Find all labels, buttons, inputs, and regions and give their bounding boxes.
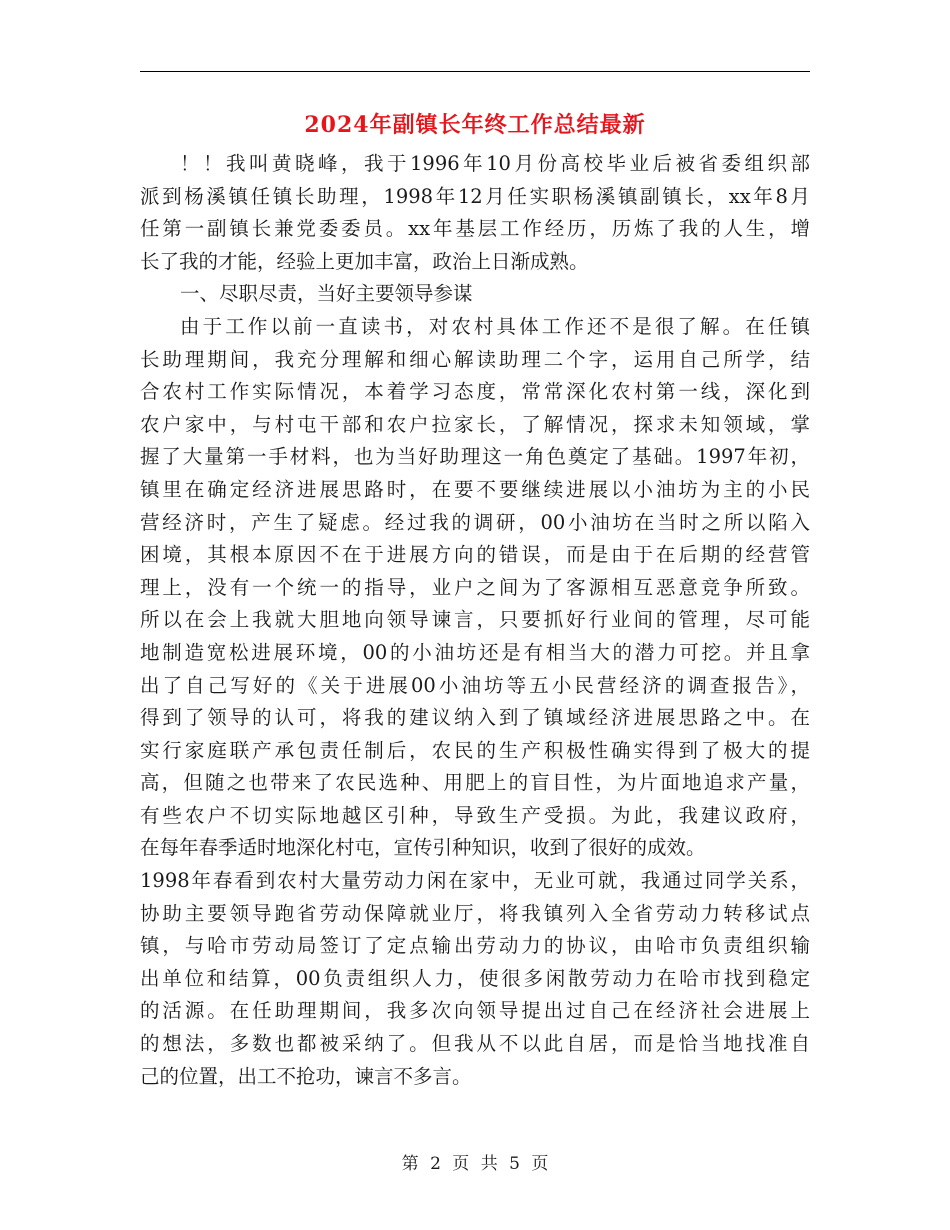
text-line: 长助理期间，我充分理解和细心解读助理二个字，运用自己所学，结 [140, 347, 810, 371]
page-number: 第 2 页 共 5 页 [401, 1154, 549, 1174]
text-line: 长了我的才能，经验上更加丰富，政治上日渐成熟。 [140, 249, 589, 273]
text-line: 在每年春季适时地深化村屯，宣传引种知识，收到了很好的成效。 [140, 836, 706, 860]
text-line: 1998年春看到农村大量劳动力闲在家中，无业可就，我通过同学关系， [140, 869, 810, 893]
text-line: 镇，与哈市劳动局签订了定点输出劳动力的协议，由哈市负责组织输 [140, 934, 810, 958]
text-line: 困境，其根本原因不在于进展方向的错误，而是由于在后期的经营管 [140, 543, 810, 567]
text-line: 有些农户不切实际地越区引种，导致生产受损。为此，我建议政府， [140, 803, 810, 827]
text-line: 任第一副镇长兼党委委员。xx年基层工作经历，历炼了我的人生，增 [140, 217, 810, 241]
text-line: 己的位置，出工不抢功，谏言不多言。 [140, 1064, 472, 1088]
text-line: 握了大量第一手材料，也为当好助理这一角色奠定了基础。1997年初， [140, 445, 810, 469]
text-line: 协助主要领导跑省劳动保障就业厅，将我镇列入全省劳动力转移试点 [140, 901, 810, 925]
text-line: 镇里在确定经济进展思路时，在要不要继续进展以小油坊为主的小民 [140, 477, 810, 501]
text-line: 的活源。在任助理期间，我多次向领导提出过自己在经济社会进展上 [140, 999, 810, 1023]
header-rule [140, 71, 810, 72]
text-line: 营经济时，产生了疑虑。经过我的调研，00小油坊在当时之所以陷入 [140, 510, 810, 534]
section-heading: 一、尽职尽责，当好主要领导参谋 [180, 282, 473, 306]
text-line: 实行家庭联产承包责任制后，农民的生产积极性确实得到了极大的提 [140, 738, 810, 762]
text-line: 地制造宽松进展环境，00的小油坊还是有相当大的潜力可挖。并且拿 [140, 640, 810, 664]
text-line: 高，但随之也带来了农民选种、用肥上的盲目性，为片面地追求产量， [140, 771, 810, 795]
text-line: 理上，没有一个统一的指导，业户之间为了客源相互恶意竞争所致。 [140, 575, 810, 599]
text-line: 所以在会上我就大胆地向领导谏言，只要抓好行业间的管理，尽可能 [140, 608, 810, 632]
text-line: 由于工作以前一直读书，对农村具体工作还不是很了解。在任镇 [180, 314, 810, 338]
text-line: 的想法，多数也都被采纳了。但我从不以此自居，而是恰当地找准自 [140, 1032, 810, 1056]
document-body [140, 148, 810, 1093]
text-line: 派到杨溪镇任镇长助理，1998年12月任实职杨溪镇副镇长，xx年8月 [140, 184, 810, 208]
text-line: 农户家中，与村屯干部和农户拉家长，了解情况，探求未知领域，掌 [140, 412, 810, 436]
text-line: ！！我叫黄晓峰，我于1996年10月份高校毕业后被省委组织部 [180, 152, 810, 175]
text-line: 出单位和结算，00负责组织人力，使很多闲散劳动力在哈市找到稳定 [140, 966, 810, 990]
text-line: 合农村工作实际情况，本着学习态度，常常深化农村第一线，深化到 [140, 380, 810, 404]
text-line: 得到了领导的认可，将我的建议纳入到了镇域经济进展思路之中。在 [140, 706, 810, 730]
document-title: 2024年副镇长年终工作总结最新 [304, 112, 646, 138]
text-line: 出了自己写好的《关于进展00小油坊等五小民营经济的调查报告》， [140, 673, 810, 697]
